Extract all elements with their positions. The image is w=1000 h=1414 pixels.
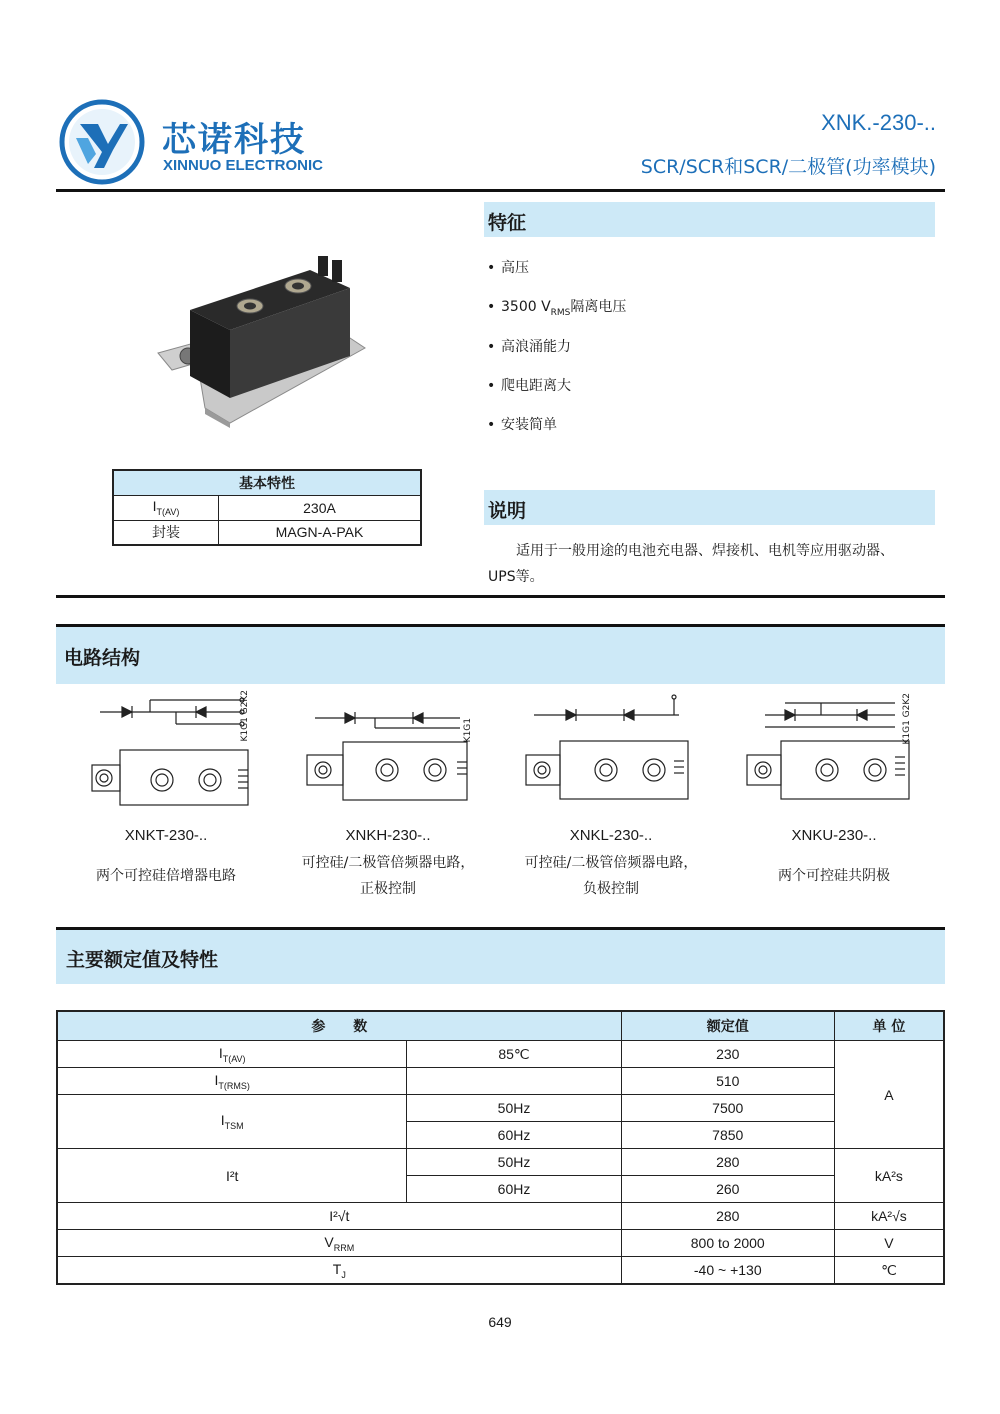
circuit-model: XNKU-230-..	[791, 827, 877, 844]
ratings-condition	[407, 1068, 621, 1095]
circuit-description: 正极控制	[360, 881, 416, 897]
ratings-param: $I_{T(RMS)}$	[57, 1068, 407, 1095]
section-rule	[56, 595, 945, 598]
feature-item: • 3500 $V_{RMS}$隔离电压	[487, 299, 627, 318]
basic-param-cell: 封装	[113, 520, 219, 545]
ratings-param: $I_{TSM}$	[57, 1095, 407, 1149]
circuit-model: XNKH-230-..	[345, 827, 431, 844]
ratings-header-value: 额定值	[621, 1011, 834, 1041]
feature-item: • 爬电距离大	[487, 378, 571, 394]
ratings-unit: A	[834, 1041, 944, 1149]
ratings-header-param: 参 数	[57, 1011, 621, 1041]
ratings-unit: V	[834, 1230, 944, 1257]
features-heading: 特征	[488, 212, 527, 234]
circuit-diagram	[90, 690, 260, 810]
description-heading: 说明	[488, 500, 527, 522]
ratings-param: I²t	[57, 1149, 407, 1203]
circuit-diagram	[305, 700, 475, 810]
circuit-description: 两个可控硅倍增器电路	[96, 868, 236, 884]
circuit-heading: 电路结构	[64, 647, 141, 669]
ratings-unit: ℃	[834, 1257, 944, 1285]
basic-param-cell: $I_{T(AV)}$	[113, 495, 219, 520]
brand-en: XINNUO ELECTRONIC	[163, 157, 324, 174]
ratings-param: I²√t	[57, 1203, 621, 1230]
ratings-value: 280	[621, 1203, 834, 1230]
ratings-table	[56, 1010, 945, 1285]
ratings-unit: kA²√s	[834, 1203, 944, 1230]
description-line-1: 适用于一般用途的电池充电器、焊接机、电机等应用驱动器、	[516, 543, 894, 559]
circuit-description: 负极控制	[583, 881, 639, 897]
circuit-description: 可控硅/二极管倍频器电路，	[524, 855, 698, 871]
circuit-pin-label: K1G1 G2K2	[902, 693, 912, 745]
header-rule	[56, 189, 945, 192]
ratings-value: -40 ~ +130	[621, 1257, 834, 1285]
part-number: XNK.-230-..	[821, 110, 936, 135]
feature-item: • 高浪涌能力	[487, 339, 571, 355]
ratings-condition: 60Hz	[407, 1176, 621, 1203]
ratings-param: $T_J$	[57, 1257, 621, 1285]
page-number: 649	[488, 1314, 512, 1330]
description-line-2: UPS等。	[488, 569, 544, 585]
basic-value-cell: 230A	[219, 495, 422, 520]
circuit-diagram	[524, 693, 694, 810]
circuit-heading-band	[56, 627, 945, 684]
basic-table-title: 基本特性	[113, 470, 421, 495]
ratings-condition: 50Hz	[407, 1095, 621, 1122]
ratings-value: 7500	[621, 1095, 834, 1122]
ratings-value: 510	[621, 1068, 834, 1095]
ratings-heading: 主要额定值及特性	[66, 949, 219, 971]
ratings-value: 800 to 2000	[621, 1230, 834, 1257]
basic-value-cell: MAGN-A-PAK	[219, 520, 422, 545]
basic-characteristics-table	[112, 469, 422, 546]
circuit-pin-label: K1G1 G2K2	[240, 690, 250, 742]
ratings-header-unit: 单 位	[834, 1011, 944, 1041]
circuit-pin-label: K1G1	[463, 718, 473, 743]
doc-subtitle: SCR/SCR和SCR/二极管(功率模块)	[640, 156, 936, 178]
circuit-description: 可控硅/二极管倍频器电路，	[301, 855, 475, 871]
circuit-diagram	[745, 693, 915, 810]
ratings-value: 280	[621, 1149, 834, 1176]
logo-mark-icon	[58, 98, 146, 186]
ratings-value: 260	[621, 1176, 834, 1203]
feature-item: • 安装简单	[487, 417, 557, 433]
company-logo	[58, 98, 146, 186]
circuit-model: XNKT-230-..	[124, 827, 208, 844]
ratings-value: 230	[621, 1041, 834, 1068]
product-image	[150, 248, 370, 428]
circuit-model: XNKL-230-..	[569, 827, 653, 844]
brand-cn: 芯诺科技	[162, 120, 306, 160]
ratings-condition: 85℃	[407, 1041, 621, 1068]
ratings-param: $I_{T(AV)}$	[57, 1041, 407, 1068]
ratings-condition: 60Hz	[407, 1122, 621, 1149]
features-heading-band	[484, 202, 935, 237]
circuit-description: 两个可控硅共阴极	[778, 868, 890, 884]
ratings-unit: kA²s	[834, 1149, 944, 1203]
ratings-condition: 50Hz	[407, 1149, 621, 1176]
ratings-value: 7850	[621, 1122, 834, 1149]
feature-item: • 高压	[487, 260, 529, 276]
ratings-param: $V_{RRM}$	[57, 1230, 621, 1257]
description-heading-band	[484, 490, 935, 525]
